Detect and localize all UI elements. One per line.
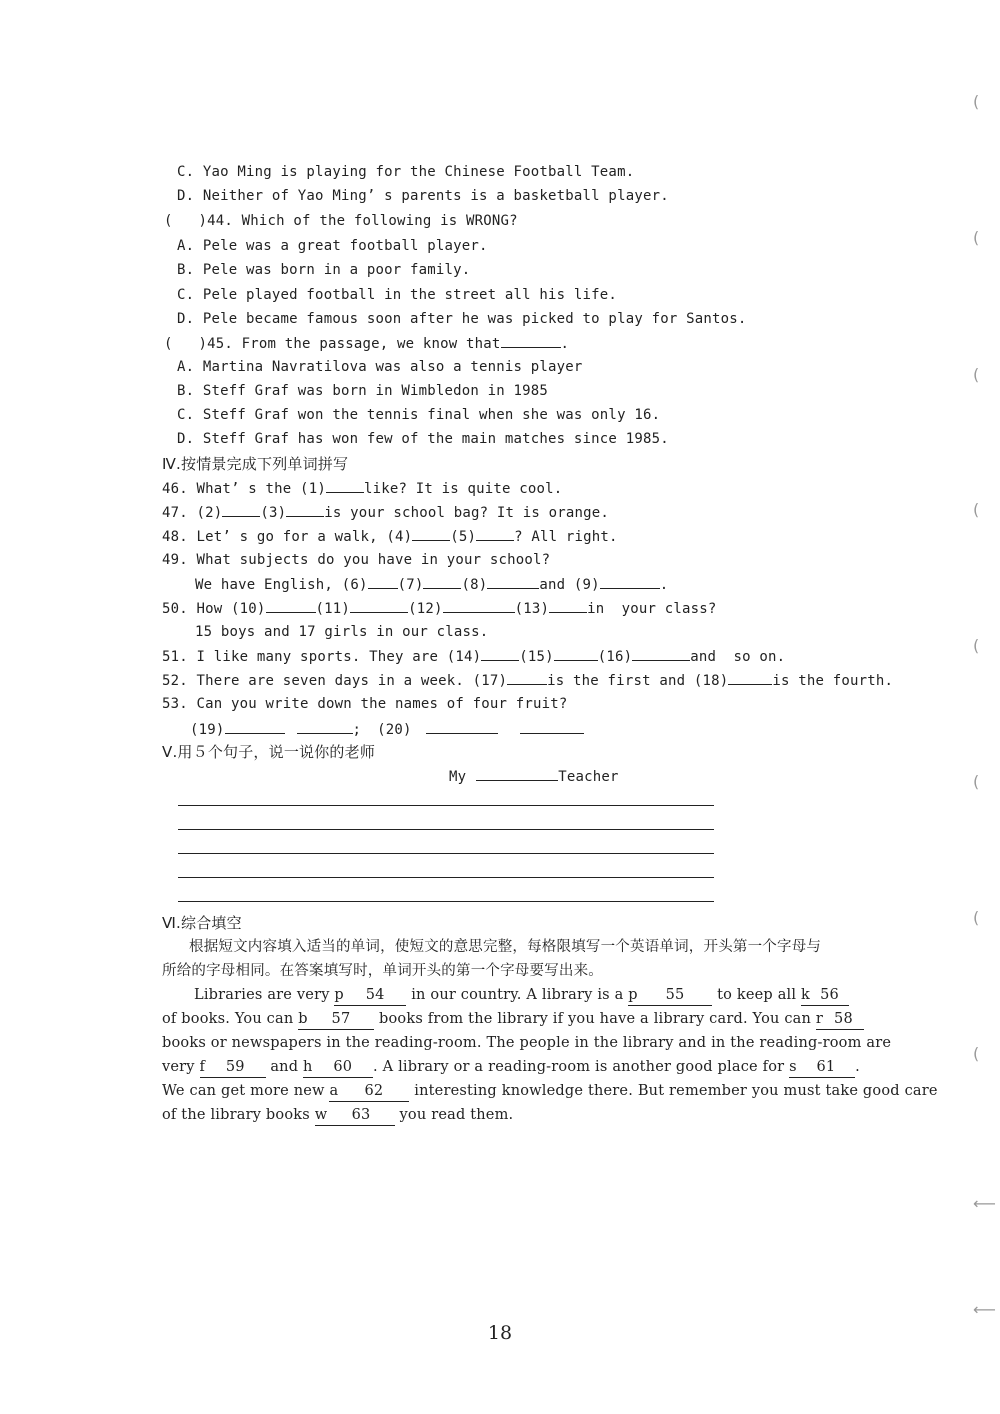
section4-heading: Ⅳ.按情景完成下列单词拼写 [162, 455, 349, 473]
q49-stem: 49. What subjects do you have in your school? [162, 552, 551, 568]
q49-text-f: . [659, 577, 669, 593]
blank-56[interactable] [801, 985, 849, 1006]
binder-hole-mark: ( [973, 1044, 980, 1063]
blank-58-number: 58 [834, 1011, 853, 1027]
q47-text-c: is your school bag? It is orange. [324, 505, 610, 521]
blank-58-initial: r [815, 1011, 824, 1027]
blank-62-number: 62 [364, 1083, 384, 1099]
blank-3[interactable] [286, 502, 324, 517]
q43-option-d: D. Neither of Yao Ming’ s parents is a basketball player. [177, 188, 669, 204]
section6-instruction-line1: 根据短文内容填入适当的单词，使短文的意思完整，每格限填写一个英语单词，开头第一个字母与 [189, 939, 822, 955]
blank-59-initial: f [199, 1059, 206, 1075]
q53-text-c: ; [352, 722, 362, 738]
blank-58[interactable] [816, 1009, 864, 1030]
q51-text-a: 51. I like many sports. They are (14) [162, 649, 482, 665]
writing-line[interactable] [178, 901, 714, 902]
passage-text: We can get more new [162, 1083, 330, 1099]
blank-4[interactable] [412, 526, 450, 541]
q46 [162, 478, 562, 499]
blank-61[interactable] [789, 1057, 855, 1078]
passage-line-3: books or newspapers in the reading-room. The people in the library and in the reading-room are [162, 1035, 892, 1051]
blank-63-number: 63 [351, 1107, 371, 1123]
passage-line-6 [162, 1105, 513, 1126]
passage-text: to keep all [712, 987, 802, 1003]
blank-12[interactable] [443, 598, 515, 613]
blank-56-number: 56 [820, 987, 839, 1003]
q53-text-b: (19) [190, 722, 225, 738]
q49-text-c: (7) [397, 577, 424, 593]
blank-8[interactable] [487, 574, 539, 589]
blank-11[interactable] [350, 598, 408, 613]
page-number: 18 [487, 1322, 513, 1344]
blank-54-initial: p [334, 987, 344, 1003]
q48-text-a: 48. Let’ s go for a walk, (4) [162, 529, 413, 545]
blank-59[interactable] [200, 1057, 266, 1078]
q52-text-a: 52. There are seven days in a week. (17) [162, 673, 508, 689]
passage-line-4 [162, 1057, 860, 1078]
blank-57[interactable] [298, 1009, 374, 1030]
q45-option-b: B. Steff Graf was born in Wimbledon in 1985 [177, 383, 549, 399]
q50-text-d: (13) [514, 601, 550, 617]
binder-hole-mark: ( [973, 228, 980, 247]
q51 [162, 646, 785, 667]
blank-2[interactable] [222, 502, 260, 517]
q52-text-c: is the fourth. [772, 673, 894, 689]
blank-60-initial: h [303, 1059, 313, 1075]
q53-answer-line [190, 719, 584, 740]
blank-1[interactable] [326, 478, 364, 493]
q45-option-a: A. Martina Navratilova was also a tennis player [177, 359, 583, 375]
essay-title-pre: My [449, 769, 467, 785]
blank-5[interactable] [476, 526, 514, 541]
passage-text: you read them. [394, 1107, 514, 1123]
blank-55[interactable] [628, 985, 712, 1006]
q47-text-a: 47. (2) [162, 505, 223, 521]
passage-line-5 [162, 1081, 938, 1102]
q44-option-c: C. Pele played football in the street all his life. [177, 287, 618, 303]
binder-hole-mark: ( [973, 772, 980, 791]
blank-19b[interactable] [297, 719, 353, 734]
q45-option-c: C. Steff Graf won the tennis final when she was only 16. [177, 407, 661, 423]
blank-16[interactable] [632, 646, 690, 661]
q45-stem-text: ( )45. From the passage, we know that [164, 336, 501, 352]
blank-60[interactable] [303, 1057, 373, 1078]
passage-text: of books. You can [162, 1011, 299, 1027]
section5-heading: Ⅴ.用５个句子，说一说你的老师 [162, 743, 376, 761]
q43-option-c: C. Yao Ming is playing for the Chinese Football Team. [177, 164, 635, 180]
blank-59-number: 59 [225, 1059, 245, 1075]
writing-line[interactable] [178, 853, 714, 854]
blank-62-initial: a [329, 1083, 339, 1099]
passage-line-1 [194, 985, 849, 1006]
writing-line[interactable] [178, 805, 714, 806]
passage-text: of the library books [162, 1107, 315, 1123]
q52-text-b: is the first and (18) [547, 673, 729, 689]
blank-7[interactable] [423, 574, 461, 589]
blank-10[interactable] [266, 598, 316, 613]
q45-stem-end: . [560, 336, 570, 352]
q51-text-c: (16) [597, 649, 633, 665]
passage-text: books from the library if you have a library card. You can [374, 1011, 816, 1027]
writing-line[interactable] [178, 829, 714, 830]
q44-option-a: A. Pele was a great football player. [177, 238, 488, 254]
blank-63-initial: w [314, 1107, 328, 1123]
binder-hole-mark: ⟵ [973, 1194, 996, 1213]
binder-hole-mark: ( [973, 365, 980, 384]
binder-hole-mark: ⟵ [973, 1300, 996, 1319]
q51-text-b: (15) [519, 649, 554, 665]
binder-hole-mark: ( [973, 908, 980, 927]
passage-line-2 [162, 1009, 864, 1030]
blank-14[interactable] [481, 646, 519, 661]
q49-text-d: (8) [461, 577, 488, 593]
q44-option-b: B. Pele was born in a poor family. [177, 262, 471, 278]
blank-60-number: 60 [333, 1059, 353, 1075]
q46-text-a: 46. What’ s the (1) [162, 481, 326, 497]
essay-title-post: Teacher [558, 769, 619, 785]
q48 [162, 526, 618, 547]
blank-61-initial: s [789, 1059, 797, 1075]
q48-text-b: (5) [450, 529, 477, 545]
blank-18[interactable] [728, 670, 772, 685]
binder-hole-mark: ( [973, 92, 980, 111]
passage-text: interesting knowledge there. But remember you must take good care [409, 1083, 938, 1099]
essay-title-blank[interactable] [476, 766, 558, 781]
q48-text-c: ? All right. [514, 529, 618, 545]
blank-20a[interactable] [426, 719, 498, 734]
blank-19a[interactable] [225, 719, 285, 734]
q50-text-b: (11) [315, 601, 351, 617]
q46-text-b: like? It is quite cool. [363, 481, 563, 497]
q47-text-b: (3) [260, 505, 287, 521]
passage-text: and [265, 1059, 303, 1075]
passage-text: . [855, 1059, 860, 1075]
blank-55-initial: p [628, 987, 638, 1003]
blank-54[interactable] [334, 985, 406, 1006]
blank-54-number: 54 [365, 987, 385, 1003]
blank-63[interactable] [315, 1105, 395, 1126]
blank-55-number: 55 [665, 987, 685, 1003]
binder-hole-mark: ( [973, 500, 980, 519]
blank-13[interactable] [549, 598, 587, 613]
binder-hole-mark: ( [973, 636, 980, 655]
blank-57-initial: b [298, 1011, 308, 1027]
blank-56-initial: k [801, 987, 811, 1003]
q50-text-a: 50. How (10) [162, 601, 266, 617]
blank-9[interactable] [600, 574, 660, 589]
q53-text-d: (20) [377, 722, 412, 738]
section6-instruction-line2: 所给的字母相同。在答案填写时，单词开头的第一个字母要写出来。 [162, 963, 603, 979]
q44-option-d: D. Pele became famous soon after he was picked to play for Santos. [177, 311, 747, 327]
q45-blank[interactable] [501, 333, 561, 348]
q50-text-c: (12) [408, 601, 443, 617]
q53-stem: 53. Can you write down the names of four fruit? [162, 696, 568, 712]
q47 [162, 502, 609, 523]
blank-17[interactable] [507, 670, 547, 685]
blank-61-number: 61 [816, 1059, 836, 1075]
blank-57-number: 57 [331, 1011, 351, 1027]
blank-62[interactable] [329, 1081, 409, 1102]
passage-text: Libraries are very [194, 987, 335, 1003]
q44-stem: ( )44. Which of the following is WRONG? [164, 213, 518, 229]
blank-15[interactable] [554, 646, 598, 661]
passage-text: . A library or a reading-room is another good place for [373, 1059, 790, 1075]
passage-text: in our country. A library is a [406, 987, 629, 1003]
q52 [162, 670, 893, 691]
passage-text: very [162, 1059, 200, 1075]
q45-option-d: D. Steff Graf has won few of the main matches since 1985. [177, 431, 669, 447]
q49-answer-line [195, 574, 668, 595]
q49-text-b: We have English, (6) [195, 577, 368, 593]
blank-6[interactable] [368, 574, 398, 589]
q49-text-e: and (9) [539, 577, 600, 593]
q45-stem [164, 333, 569, 354]
q51-text-d: and so on. [690, 649, 786, 665]
section6-heading: Ⅵ.综合填空 [162, 914, 242, 932]
blank-20b[interactable] [520, 719, 584, 734]
q50 [162, 598, 717, 619]
q50-answer: 15 boys and 17 girls in our class. [195, 624, 489, 640]
essay-title [449, 766, 619, 787]
q50-text-e: in your class? [587, 601, 717, 617]
writing-line[interactable] [178, 877, 714, 878]
